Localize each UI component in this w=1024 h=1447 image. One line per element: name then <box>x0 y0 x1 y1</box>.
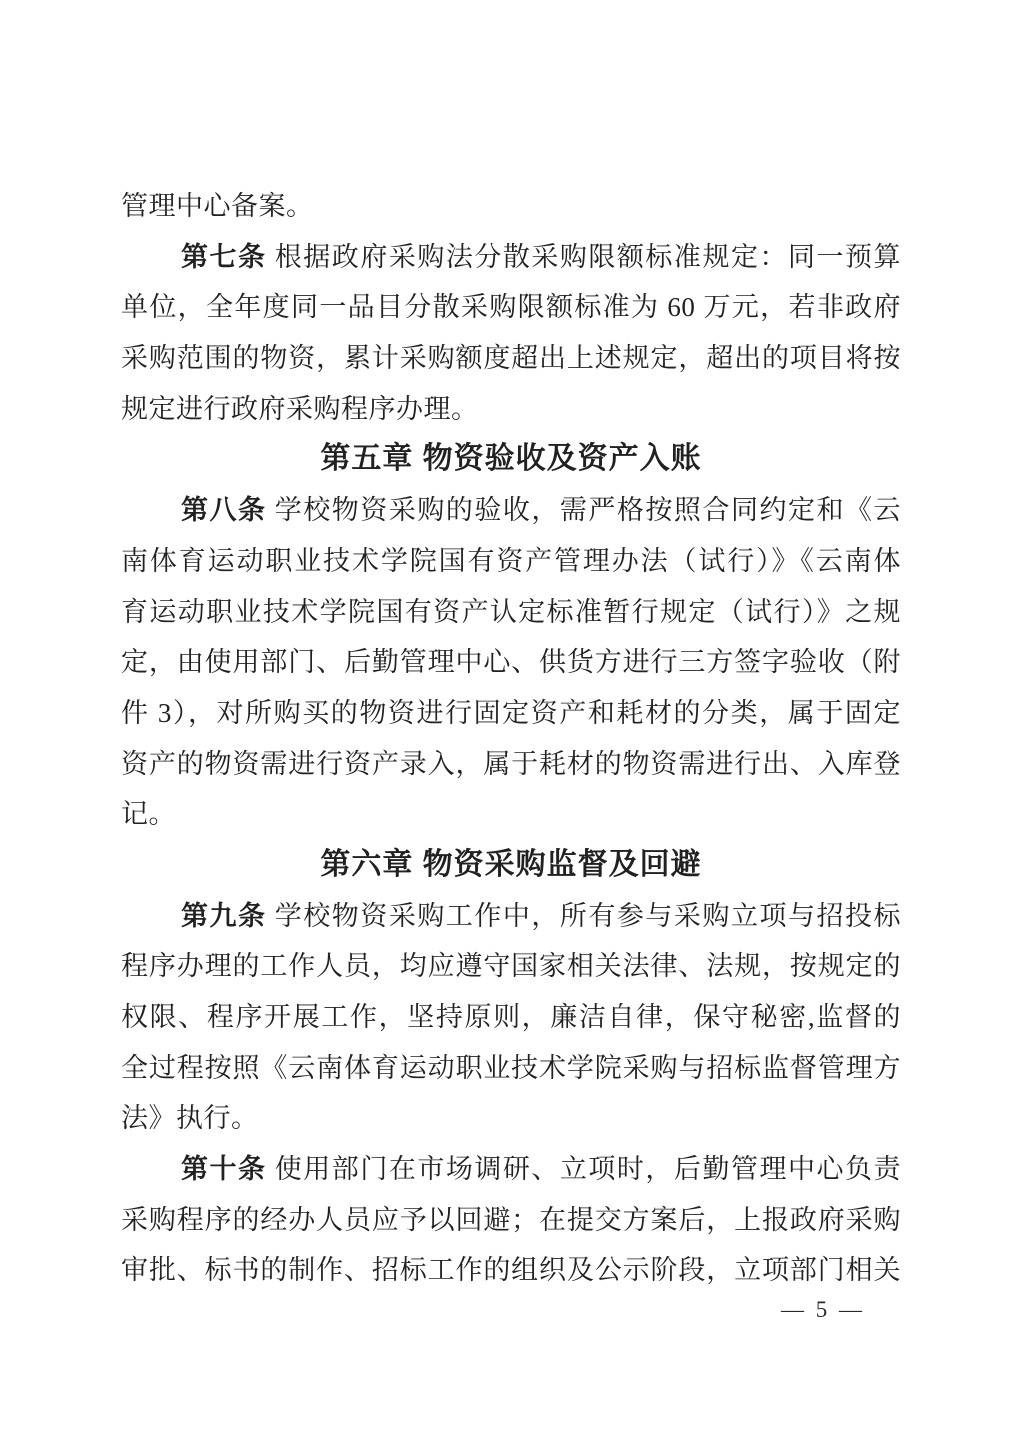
body-line: 定，由使用部门、后勤管理中心、供货方进行三方签字验收（附 <box>121 647 901 678</box>
body-line: 法》执行。 <box>121 1103 259 1134</box>
body-line: 采购程序的经办人员应予以回避；在提交方案后，上报政府采购 <box>121 1204 901 1235</box>
body-line: 权限、程序开展工作，坚持原则，廉洁自律，保守秘密,监督的 <box>121 1002 901 1032</box>
article-number: 第八条 <box>181 495 267 526</box>
body-line: 记。 <box>121 799 176 830</box>
article-8-line: 第八条 学校物资采购的验收，需严格按照合同约定和《云 <box>181 495 901 526</box>
body-line: 规定进行政府采购程序办理。 <box>121 393 479 424</box>
article-7-line: 第七条 根据政府采购法分散采购限额标准规定：同一预算 <box>181 241 901 272</box>
article-number: 第九条 <box>181 900 267 931</box>
body-line: 南体育运动职业技术学院国有资产管理办法（试行）》《云南体 <box>121 545 901 576</box>
body-line: 程序办理的工作人员，均应遵守国家相关法律、法规，按规定的 <box>121 951 901 982</box>
article-number: 第七条 <box>181 241 267 272</box>
article-number: 第十条 <box>181 1154 267 1185</box>
body-line: 资产的物资需进行资产录入，属于耗材的物资需进行出、入库登 <box>121 748 901 779</box>
article-9-line: 第九条 学校物资采购工作中，所有参与采购立项与招投标 <box>181 900 901 931</box>
chapter-6-heading: 第六章 物资采购监督及回避 <box>320 847 702 881</box>
page-number: — 5 — <box>781 1297 865 1322</box>
body-line: 件 3），对所购买的物资进行固定资产和耗材的分类，属于固定 <box>121 697 901 728</box>
document-text-block <box>121 181 901 1296</box>
body-line: 育运动职业技术学院国有资产认定标准暂行规定（试行）》之规 <box>121 596 901 627</box>
chapter-5-heading: 第五章 物资验收及资产入账 <box>320 442 702 476</box>
body-line: 审批、标书的制作、招标工作的组织及公示阶段，立项部门相关 <box>121 1255 901 1286</box>
body-line: 管理中心备案。 <box>121 191 314 221</box>
article-10-line: 第十条 使用部门在市场调研、立项时，后勤管理中心负责 <box>181 1154 901 1185</box>
body-line: 单位，全年度同一品目分散采购限额标准为 60 万元，若非政府 <box>121 292 901 323</box>
body-line: 采购范围的物资，累计采购额度超出上述规定，超出的项目将按 <box>121 343 901 374</box>
body-line: 全过程按照《云南体育运动职业技术学院采购与招标监督管理方 <box>121 1052 901 1083</box>
